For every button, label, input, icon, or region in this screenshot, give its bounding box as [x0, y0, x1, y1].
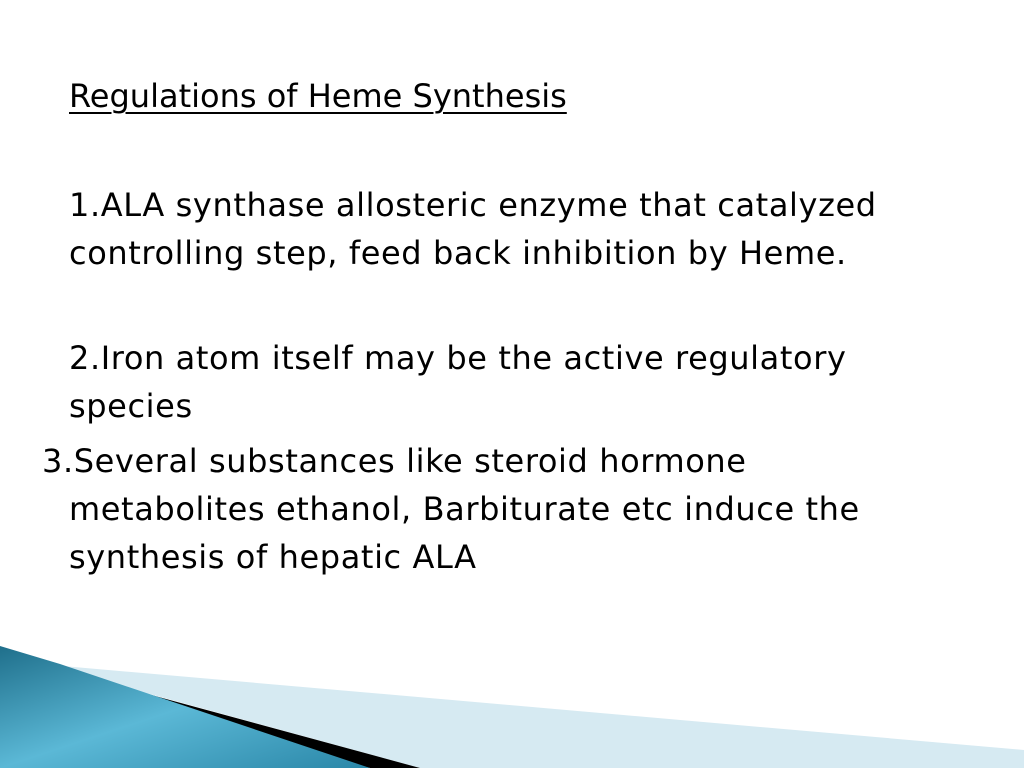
point-3	[42, 437, 860, 581]
point-2	[69, 334, 847, 430]
corner-decoration	[0, 600, 1024, 768]
point-2-line-2: species	[69, 387, 193, 425]
point-2-line-1: 2.Iron atom itself may be the active regulatory	[69, 339, 847, 377]
point-1-line-2: controlling step, feed back inhibition by Heme.	[69, 234, 847, 272]
point-1-line-1: 1.ALA synthase allosteric enzyme that catalyzed	[69, 186, 877, 224]
point-3-line-3: synthesis of hepatic ALA	[69, 538, 477, 576]
point-3-line-1: 3.Several substances like steroid hormone	[42, 442, 747, 480]
point-3-line-2: metabolites ethanol, Barbiturate etc induce the	[69, 490, 860, 528]
point-1	[69, 181, 877, 277]
slide-title: Regulations of Heme Synthesis	[69, 77, 567, 115]
